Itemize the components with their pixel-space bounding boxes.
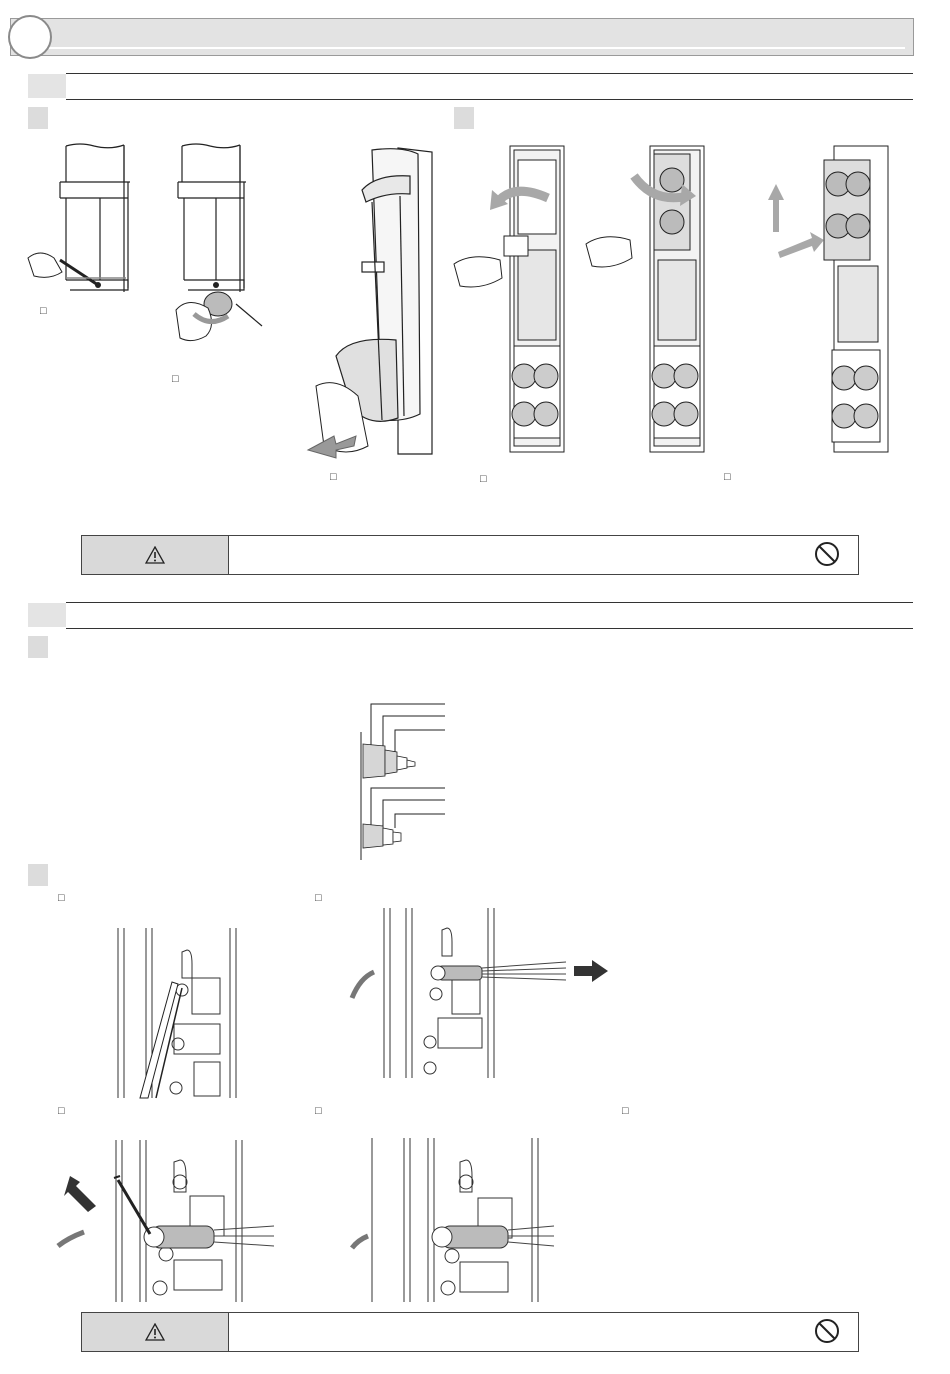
step-3-marker	[28, 636, 48, 658]
caution-label-1	[82, 536, 229, 574]
cable-entry-figure-2	[348, 908, 618, 1080]
caution-box-1	[81, 535, 859, 575]
caution-label-2	[82, 1313, 229, 1351]
step-4-marker	[28, 864, 48, 886]
section-2-heading-rule	[66, 602, 913, 629]
lens-rotate-figure-2	[584, 140, 724, 456]
callout-e: □	[724, 471, 731, 483]
coin-turn-figure	[170, 140, 280, 360]
section-1-marker	[28, 74, 66, 98]
warning-triangle-icon	[145, 546, 165, 564]
callout-b: □	[172, 373, 179, 385]
warning-triangle-icon	[145, 1323, 165, 1341]
callout-a: □	[40, 305, 47, 317]
step-1-marker	[28, 107, 48, 129]
callout-h: □	[58, 1105, 65, 1117]
cable-entry-figure-4	[348, 1138, 558, 1304]
section-1-heading-rule	[66, 73, 913, 100]
wire-strip-diagram	[355, 700, 450, 862]
callout-c: □	[330, 471, 337, 483]
callout-g: □	[315, 892, 322, 904]
callout-d: □	[480, 473, 487, 485]
step-2-marker	[454, 107, 474, 129]
remove-cover-figure	[306, 146, 441, 466]
prohibited-circle-icon	[814, 541, 840, 567]
page-header-bar	[10, 18, 914, 56]
cable-entry-figure-3	[56, 1120, 276, 1304]
callout-j: □	[622, 1105, 629, 1117]
callout-i: □	[315, 1105, 322, 1117]
cable-entry-figure-1	[112, 928, 242, 1100]
cover-screw-figure	[20, 140, 140, 310]
page-number-circle	[8, 15, 52, 59]
callout-f: □	[58, 892, 65, 904]
caution-box-2	[81, 1312, 859, 1352]
lens-pull-figure	[756, 140, 896, 456]
section-2-marker	[28, 603, 66, 627]
lens-rotate-figure-1	[452, 140, 572, 456]
prohibited-circle-icon	[814, 1318, 840, 1344]
